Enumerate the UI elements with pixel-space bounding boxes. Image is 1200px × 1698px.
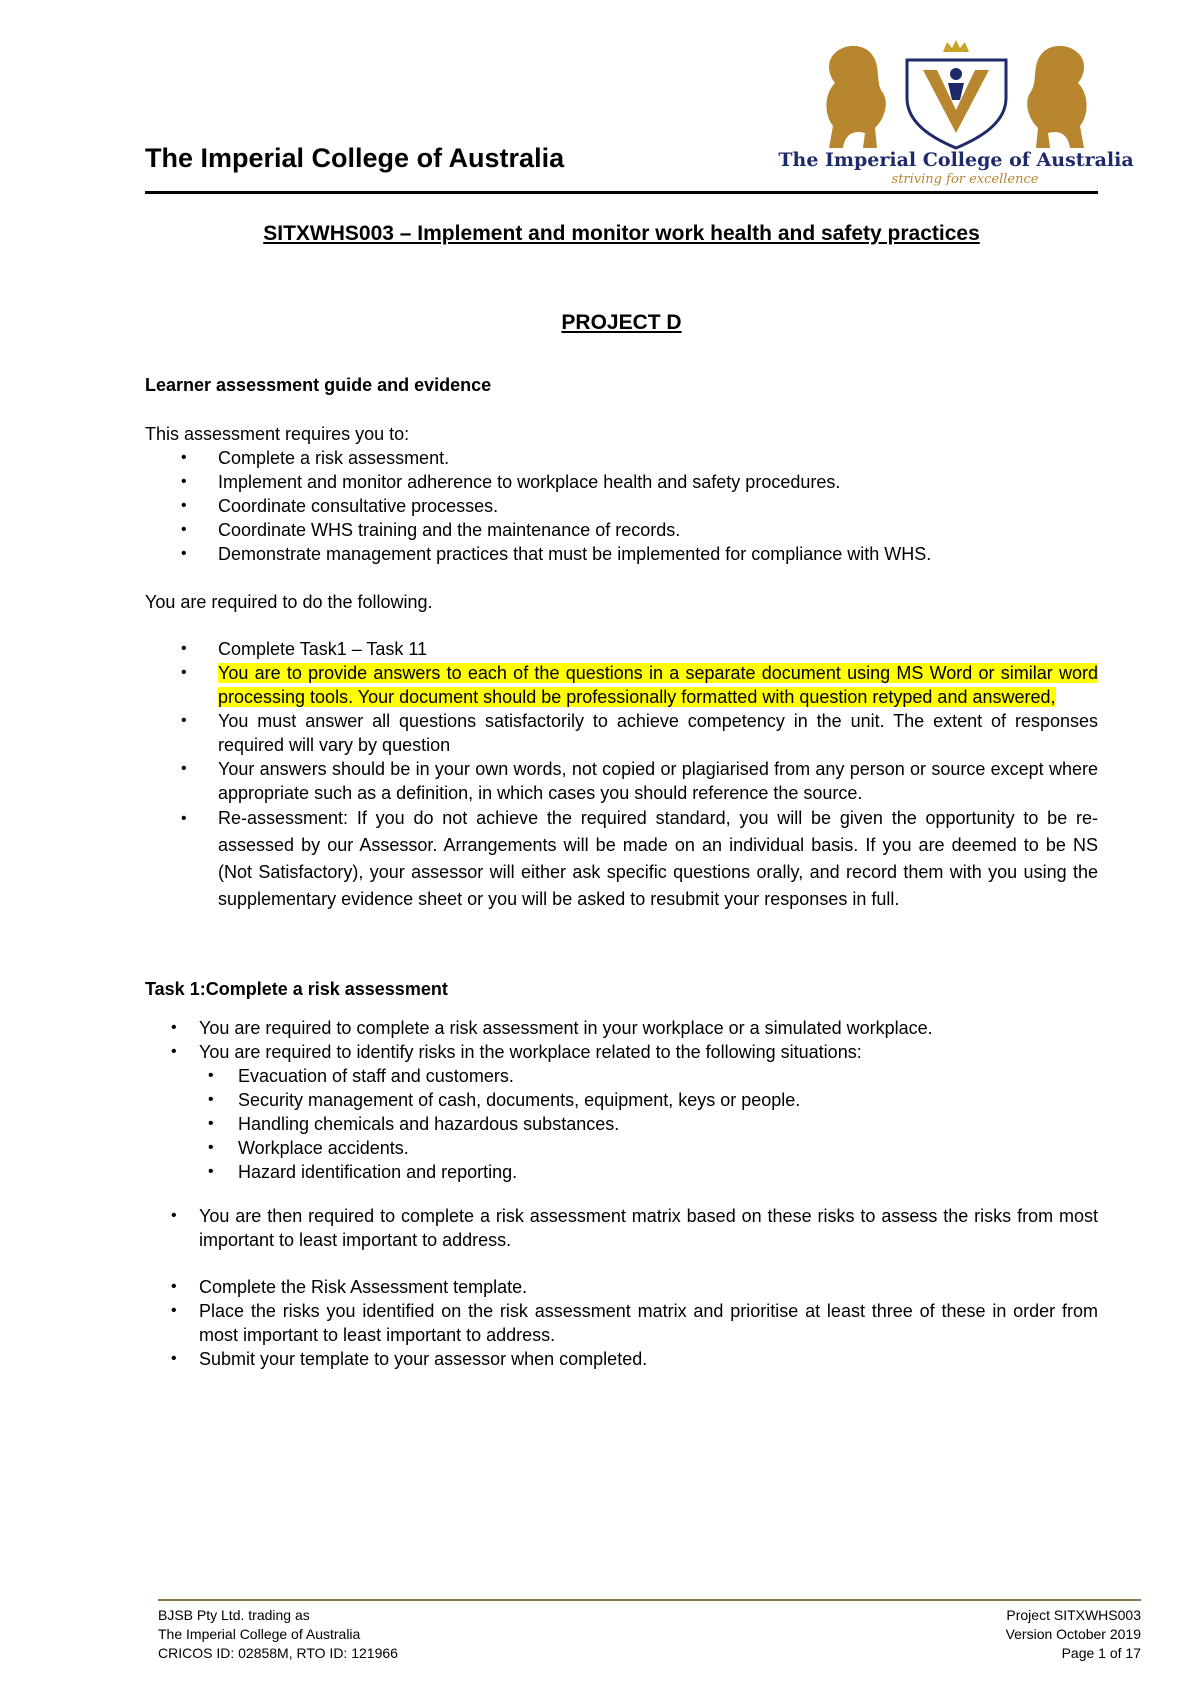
list-item: • You are required to identify risks in the workplace related to the following situations: — [145, 1040, 1098, 1064]
list-item: • Submit your template to your assessor when completed. — [145, 1347, 1098, 1371]
footer-company — [158, 1606, 398, 1663]
situations-list — [145, 1064, 1098, 1184]
list-item: • Complete Task1 – Task 11 — [145, 637, 1098, 661]
list-item: • Evacuation of staff and customers. — [145, 1064, 1098, 1088]
list-item: • Security management of cash, documents, equipment, keys or people. — [145, 1088, 1098, 1112]
highlighted-text: You are to provide answers to each of the questions in a separate document using MS Word or similar word processing tools. Your document should be professionally formatted with question retyped and answered, — [218, 663, 1098, 707]
page-number: Page 1 of 17 — [1061, 1645, 1141, 1661]
list-item: • Handling chemicals and hazardous substances. — [145, 1112, 1098, 1136]
svg-text:striving for excellence: striving for excellence — [891, 172, 1039, 187]
unit-title: SITXWHS003 – Implement and monitor work health and safety practices — [263, 222, 980, 245]
list-item: • You must answer all questions satisfactorily to achieve competency in the unit. The extent of responses required will vary by question — [145, 709, 1098, 757]
list-item: • Coordinate consultative processes. — [145, 494, 1098, 518]
list-item: • Complete a risk assessment. — [145, 446, 1098, 470]
lion-crest-icon — [778, 38, 1134, 188]
project-title: PROJECT D — [561, 311, 682, 334]
requires-list — [145, 446, 1098, 566]
list-item: • Implement and monitor adherence to workplace health and safety procedures. — [145, 470, 1098, 494]
following-list — [145, 637, 1098, 913]
footer-doc-info — [1006, 1606, 1141, 1663]
task1-list-c — [145, 1275, 1098, 1371]
footer-line: CRICOS ID: 02858M, RTO ID: 121966 — [158, 1645, 398, 1661]
list-item: • You are required to complete a risk assessment in your workplace or a simulated workplace. — [145, 1016, 1098, 1040]
list-item: • You are then required to complete a risk assessment matrix based on these risks to assess the risks from most important to least important to address. — [145, 1204, 1098, 1252]
footer-line: BJSB Pty Ltd. trading as — [158, 1607, 310, 1623]
list-item: • Demonstrate management practices that must be implemented for compliance with WHS. — [145, 542, 1098, 566]
footer-divider — [158, 1599, 1141, 1601]
list-item: • Re-assessment: If you do not achieve the required standard, you will be given the opportunity to be re-assessed by our Assessor. Arrangements will be made on an individual basis. If you are deemed to be NS (Not Satisfactory), your assessor will either ask specific questions orally, and record them with you using the supplementary evidence sheet or you will be asked to resubmit your responses in full. — [145, 805, 1098, 913]
list-item: • Place the risks you identified on the risk assessment matrix and prioritise at least three of these in order from most important to least important to address. — [145, 1299, 1098, 1347]
college-logo — [778, 38, 1134, 188]
task1-list-b — [145, 1204, 1098, 1252]
college-name: The Imperial College of Australia — [145, 143, 565, 173]
footer-line: Project SITXWHS003 — [1006, 1607, 1141, 1623]
list-item: • Complete the Risk Assessment template. — [145, 1275, 1098, 1299]
list-item — [145, 661, 1098, 709]
task1-heading: Task 1:Complete a risk assessment — [145, 979, 448, 999]
footer-line: Version October 2019 — [1005, 1626, 1141, 1642]
following-intro: You are required to do the following. — [145, 592, 433, 612]
task1-list-a — [145, 1016, 1098, 1064]
footer-line: The Imperial College of Australia — [158, 1626, 361, 1642]
list-item: • Hazard identification and reporting. — [145, 1160, 1098, 1184]
list-item: • Workplace accidents. — [145, 1136, 1098, 1160]
list-item: • Your answers should be in your own words, not copied or plagiarised from any person or source except where appropriate such as a definition, in which cases you should reference the source. — [145, 757, 1098, 805]
header-divider — [145, 191, 1098, 194]
requires-intro: This assessment requires you to: — [145, 424, 410, 444]
guide-heading: Learner assessment guide and evidence — [145, 375, 492, 395]
list-item: • Coordinate WHS training and the maintenance of records. — [145, 518, 1098, 542]
svg-text:The Imperial College of Austra: The Imperial College of Australia — [778, 149, 1134, 171]
